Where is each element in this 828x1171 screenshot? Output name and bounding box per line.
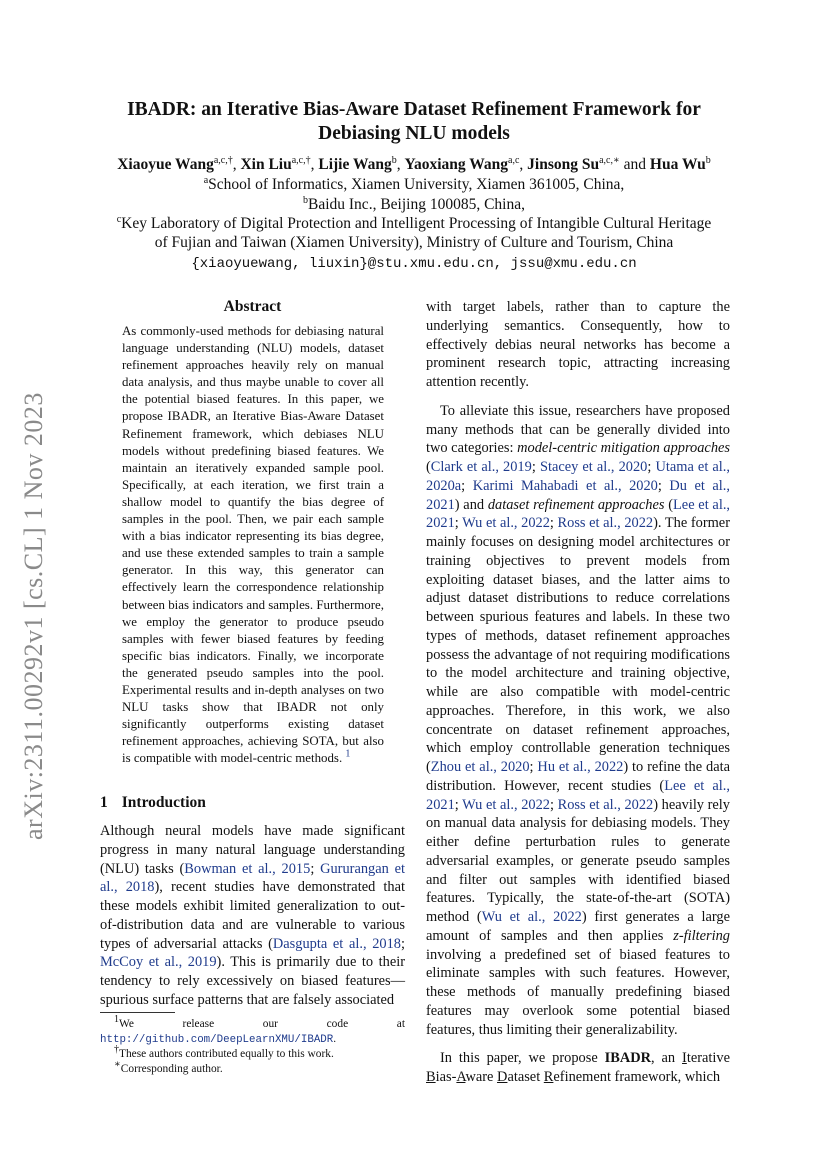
- section-number: 1: [100, 794, 108, 811]
- citation-link[interactable]: McCoy et al., 2019: [100, 954, 217, 971]
- arxiv-stamp: arXiv:2311.00292v1 [cs.CL] 1 Nov 2023: [19, 392, 48, 840]
- footnote-2: †These authors contributed equally to this work.: [114, 1044, 334, 1060]
- footnotes: [100, 1014, 405, 1076]
- title-line-2: Debiasing NLU models: [318, 123, 510, 144]
- author-name: Hua Wu: [649, 156, 706, 173]
- intro-paragraph-4: In this paper, we propose IBADR, an Iterative Bias-Aware Dataset Refinement framework, which: [426, 1050, 730, 1085]
- citation-link[interactable]: Wu et al., 2022: [462, 515, 550, 532]
- aff-text: Key Laboratory of Digital Protection and Intelligent Processing of Intangible Cultural Heritage: [121, 215, 712, 232]
- citation-link[interactable]: Ross et al., 2022: [557, 796, 654, 813]
- right-column: [426, 298, 730, 1087]
- citation-link[interactable]: Ross et al., 2022: [557, 515, 654, 532]
- citation-link[interactable]: Clark et al., 2019: [430, 459, 532, 475]
- author-sup: b: [391, 154, 397, 166]
- title-line-1: IBADR: an Iterative Bias-Aware Dataset Refinement Framework for: [127, 99, 701, 120]
- aff-text: Baidu Inc., Beijing 100085, China,: [308, 196, 525, 213]
- citation-link[interactable]: Gururangan et al., 2018: [100, 860, 405, 896]
- affiliation-c-line2: of Fujian and Taiwan (Xiamen University), Ministry of Culture and Tourism, China: [154, 234, 674, 251]
- author-emails: {xiaoyuewang, liuxin}@stu.xmu.edu.cn, jssu@xmu.edu.cn: [191, 256, 637, 272]
- citation-link[interactable]: Du et al., 2021: [426, 477, 730, 513]
- footnote-3: ∗Corresponding author.: [114, 1058, 223, 1075]
- section-title: Introduction: [121, 794, 206, 811]
- footnote-1: $^1$We release our code at http://github.com/DeepLearnXMU/IBADR.: [100, 1014, 405, 1046]
- citation-link[interactable]: Wu et al., 2022: [481, 909, 582, 925]
- abstract-body: [122, 323, 384, 767]
- citation-link[interactable]: Hu et al., 2022: [537, 759, 624, 775]
- code-url-link[interactable]: http://github.com/DeepLearnXMU/IBADR: [100, 1033, 334, 1046]
- citation-link[interactable]: Stacey et al., 2020: [539, 459, 648, 475]
- abstract-text: As commonly-used methods for debiasing natural language understanding (NLU) models, dataset refinement approaches heavily rely on manual data analysis, and thus maybe unable to cover all the potential biased features. In this paper, we propose IBADR, an Iterative Bias-Aware Dataset Refinement framework, which debiases NLU models without predefining biased features. We maintain an iteratively expanded sample pool. Specifically, at each iteration, we first train a shallow model to quantify the bias degree of samples in the pool. Then, we pair each sample with a bias indicator representing its bias degree, and use these extended samples to train a sample generator. In this way, this generator can effectively learn the correspondence relationship between bias indicators and samples. Furthermore, we employ the generator to produce pseudo samples with fewer biased features by feeding specific bias indicators. Finally, we incorporate the generated pseudo samples into the pool. Experimental results and in-depth analyses on two NLU tasks show that IBADR not only significantly outperforms existing dataset refinement approaches, achieving SOTA, but also is compatible with model-centric methods.: [122, 324, 384, 766]
- citation-link[interactable]: Lee et al., 2021: [426, 777, 730, 813]
- affiliation-c: [60, 214, 768, 234]
- intro-paragraph-1: Although neural models have made significant progress in many natural language understanding (NLU) tasks (Bowman et al., 2015; Gururangan et al., 2018), recent studies have demonstrated that these models exhibit limited generalization to out-of-distribution data and are vulnerable to various types of adversarial attacks (Dasgupta et al., 2018; McCoy et al., 2019). This is primarily due to their tendency to rely excessively on biased features—spurious surface patterns that are falsely associated: [100, 823, 405, 1008]
- author-sup: a,c,†: [291, 154, 311, 166]
- intro-paragraph-3: To alleviate this issue, researchers have proposed many methods that can be generally divided into two categories: model-centric mitigation approaches (Clark et al., 2019; Stacey et al., 2020; Utama et al., 2020a; Karimi Mahabadi et al., 2020; Du et al., 2021) and dataset refinement approaches (Lee et al., 2021; Wu et al., 2022; Ross et al., 2022). The former mainly focuses on designing model architectures or training objectives to prevent models from exploiting dataset biases, and the latter aims to adjust dataset distributions to reduce correlations between spurious features and labels. In these two types of methods, dataset refinement approaches possess the advantage of not requiring modifications to the model architecture and training objective, while are also compatible with model-centric approaches. Therefore, in this work, we also concentrate on dataset refinement approaches, which employ controllable generation techniques (Zhou et al., 2020; Hu et al., 2022) to refine the data distribution. However, recent studies (Lee et al., 2021; Wu et al., 2022; Ross et al., 2022) heavily rely on manual data analysis for debiasing models. They either define perturbation rules to generate adversarial examples, or generate pseudo samples and filter out samples with identified biased features. Typically, the state-of-the-art (SOTA) method (Wu et al., 2022) first generates a large amount of samples and then applies z-filtering involving a predefined set of biased features to eliminate samples with such features. However, these methods of manually predefining biased features may overlook some potential biased features, thus limiting their generalizability.: [426, 402, 731, 1038]
- author-name: Jinsong Su: [527, 156, 600, 173]
- author-name: Yaoxiang Wang: [404, 156, 508, 173]
- author-name: Lijie Wang: [318, 156, 392, 173]
- author-sup: b: [705, 154, 711, 166]
- author-name: Xin Liu: [240, 156, 292, 173]
- citation-link[interactable]: Utama et al., 2020a: [426, 459, 730, 494]
- citation-link[interactable]: Wu et al., 2022: [462, 796, 550, 813]
- author-and: and: [623, 156, 647, 173]
- paper-title: [60, 98, 768, 146]
- citation-link[interactable]: Dasgupta et al., 2018: [272, 935, 401, 952]
- footnote-divider: [100, 1012, 175, 1013]
- affiliation-a: [60, 175, 768, 195]
- aff-sup: c: [116, 213, 122, 225]
- section-heading: [100, 794, 220, 812]
- aff-sup: b: [303, 194, 308, 206]
- author-sup: a,c: [508, 154, 520, 166]
- intro-paragraph-2: with target labels, rather than to capture the underlying semantics. Consequently, how to effectively debias neural networks has become a prominent research topic, attracting increasing attention recently.: [426, 299, 730, 390]
- citation-link[interactable]: Karimi Mahabadi et al., 2020: [472, 477, 658, 494]
- author-list: Xiaoyue Wang$^{a,c,\dagger}$, Xin Liu$^{a,c,\dagger}$, Lijie Wang$^b$, Yaoxiang Wang$^{a,c}$, Jinsong $Su^{a,c,∗}$ and Hua Wu$^b$: [117, 154, 711, 173]
- citation-link[interactable]: Zhou et al., 2020: [430, 759, 530, 775]
- affiliation-b: [60, 195, 768, 215]
- author-sup: a,c,†: [213, 154, 233, 166]
- citation-link[interactable]: Bowman et al., 2015: [184, 860, 311, 877]
- citation-link[interactable]: Lee et al., 2021: [426, 496, 731, 532]
- author-name: Xiaoyue Wang: [117, 156, 214, 173]
- author-sup: a,c,∗: [599, 154, 620, 166]
- aff-text: School of Informatics, Xiamen University, Xiamen 361005, China,: [208, 176, 625, 193]
- abstract-heading: Abstract: [223, 298, 282, 315]
- aff-sup: a: [203, 174, 209, 186]
- footnote-marker[interactable]: 1: [345, 749, 351, 761]
